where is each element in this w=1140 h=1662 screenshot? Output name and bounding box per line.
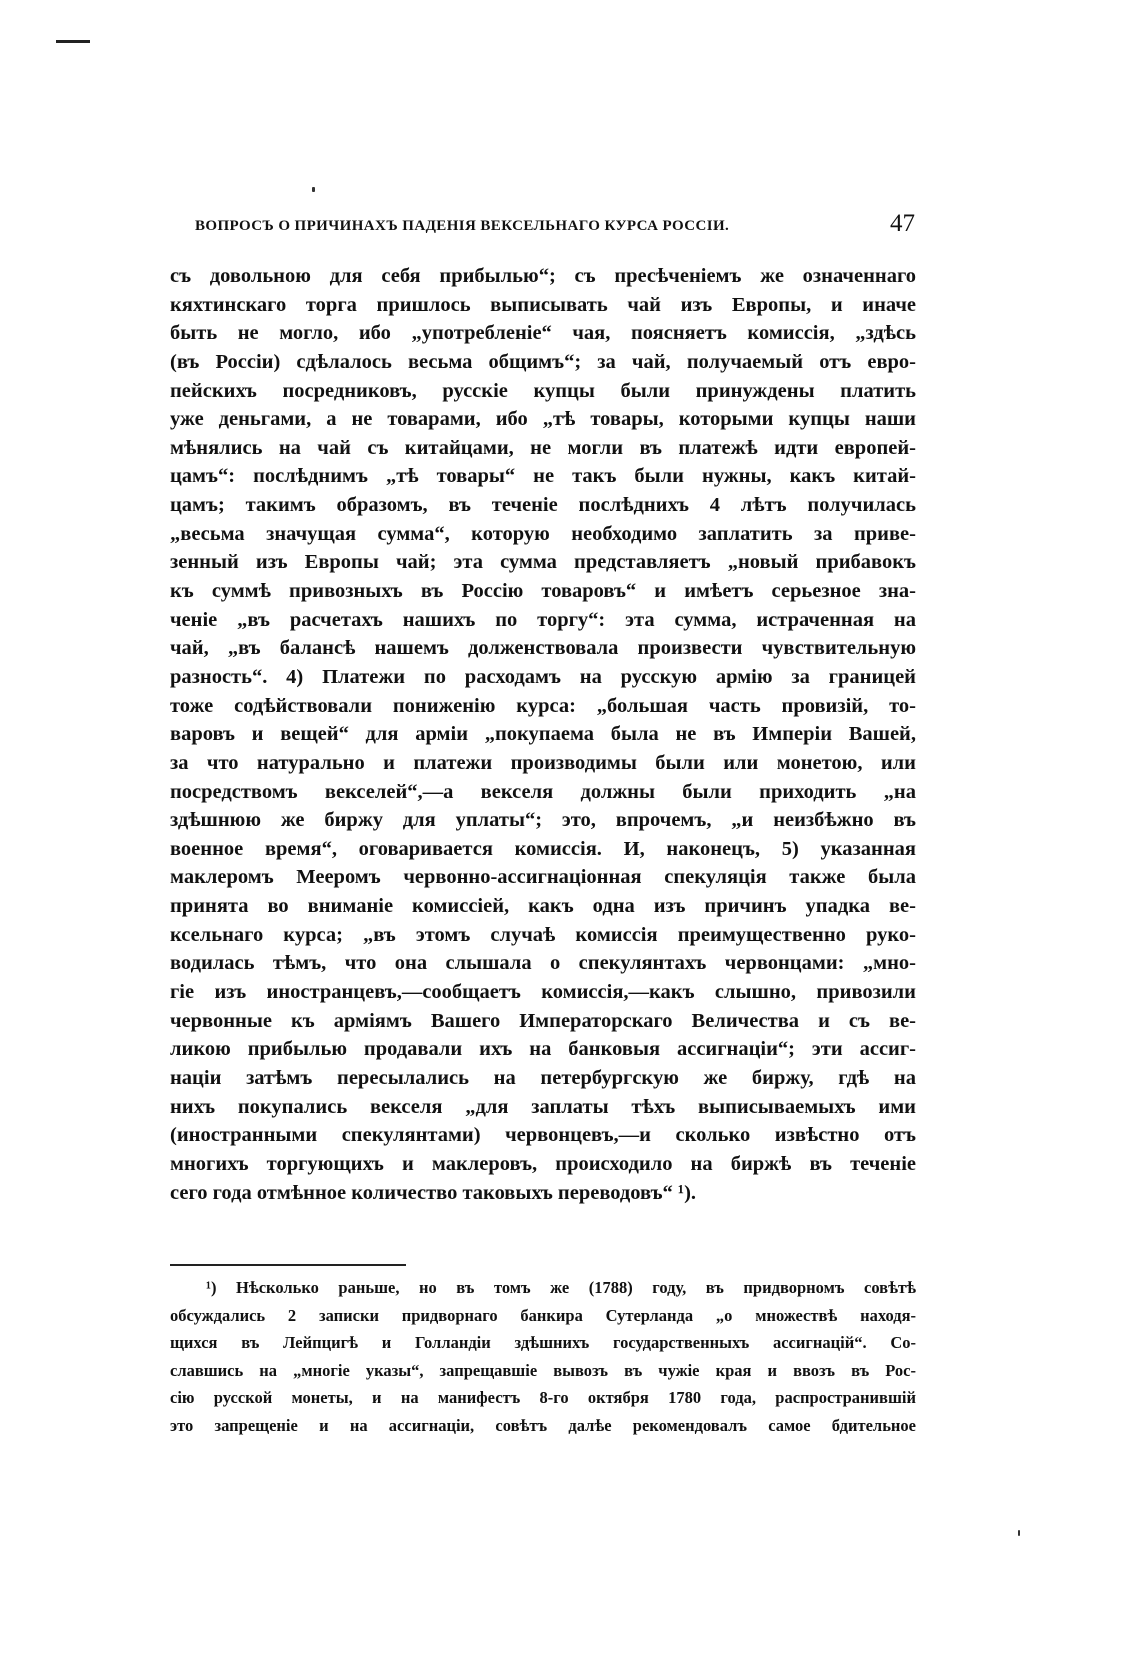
body-line: водилась тѣмъ, что она слышала о спекулянтахъ червонцами: „мно- <box>170 952 916 975</box>
scan-corner-mark <box>56 40 90 43</box>
body-line: (иностранными спекулянтами) червонцевъ,—и сколько извѣстно отъ <box>170 1124 916 1147</box>
body-line: маклеромъ Мееромъ червонно-ассигнаціонная спекуляція также была <box>170 866 916 889</box>
body-line: ксельнаго курса; „въ этомъ случаѣ комиссія преимущественно руко- <box>170 923 916 946</box>
page-number: 47 <box>890 210 915 237</box>
body-line: сего года отмѣнное количество таковыхъ переводовъ“ ¹). <box>170 1181 697 1204</box>
body-line: „весьма значущая сумма“, которую необходимо заплатить за приве- <box>170 522 916 545</box>
body-line: разность“. 4) Платежи по расходамъ на русскую армію за границей <box>170 665 916 688</box>
page-header <box>195 210 915 238</box>
body-line: зенный изъ Европы чай; эта сумма представляетъ „новый прибавокъ <box>170 551 916 574</box>
footnote-line: это запрещеніе и на ассигнаціи, совѣтъ далѣе рекомендовалъ самое бдительное <box>170 1415 916 1435</box>
body-line: кяхтинскаго торга пришлось выписывать чай изъ Европы, и иначе <box>170 293 916 316</box>
body-line: гіе изъ иностранцевъ,—сообщаетъ комиссія,—какъ слышно, привозили <box>170 981 916 1004</box>
body-line: тоже содѣйствовали пониженію курса: „большая часть провизій, то- <box>170 694 916 717</box>
body-line: принята во вниманіе комиссіей, какъ одна изъ причинъ упадка ве- <box>170 895 916 918</box>
footnote-line: щихся въ Лейпцигѣ и Голландіи здѣшнихъ государственныхъ ассигнацій“. Со- <box>170 1333 916 1352</box>
footnote-line: ¹) Нѣсколько раньше, но въ томъ же (1788) году, въ придворномъ совѣтѣ <box>206 1278 916 1297</box>
body-line: уже деньгами, а не товарами, ибо „тѣ товары, которыми купцы наши <box>170 408 916 431</box>
body-line: военное время“, оговаривается комиссія. И, наконецъ, 5) указанная <box>170 837 916 860</box>
body-line: за что натурально и платежи производимы были или монетою, или <box>170 751 916 774</box>
footnote-line: обсуждались 2 записки придворнаго банкира Сутерланда „о множествѣ находя- <box>170 1305 916 1325</box>
body-line: варовъ и вещей“ для арміи „покупаема была не въ Имперіи Вашей, <box>170 723 916 746</box>
body-line: ченіе „въ расчетахъ нашихъ по торгу“: эта сумма, истраченная на <box>170 608 916 631</box>
running-head: ВОПРОСЪ О ПРИЧИНАХЪ ПАДЕНІЯ ВЕКСЕЛЬНАГО КУРСА РОССІИ. <box>195 218 730 234</box>
body-line: здѣшнюю же биржу для уплаты“; это, впрочемъ, „и неизбѣжно въ <box>170 809 916 832</box>
body-line: чай, „въ балансѣ нашемъ долженствовала произвести чувствительную <box>170 637 916 660</box>
body-line: къ суммѣ привозныхъ въ Россію товаровъ“ и имѣетъ серьезное зна- <box>170 580 916 603</box>
scan-speck <box>1018 1530 1020 1536</box>
body-line: посредствомъ векселей“,—а векселя должны были приходить „на <box>170 780 916 803</box>
body-line: пейскихъ посредниковъ, русскіе купцы были принуждены платить <box>170 379 916 402</box>
body-line: съ довольною для себя прибылью“; съ пресѣченіемъ же означеннаго <box>170 265 916 287</box>
footnote-line: славшись на „многіе указы“, запрещавшіе вывозъ въ чужіе края и ввозъ въ Рос- <box>170 1360 916 1380</box>
body-line: цамъ“: послѣднимъ „тѣ товары“ не такъ были нужны, какъ китай- <box>170 465 916 488</box>
body-line: многихъ торгующихъ и маклеровъ, происходило на биржѣ въ теченіе <box>170 1152 916 1175</box>
body-line: (въ Россіи) сдѣлалось весьма общимъ“; за чай, получаемый отъ евро- <box>170 350 916 373</box>
body-line: ликою прибылью продавали ихъ на банковыя ассигнаціи“; эти ассиг- <box>170 1038 916 1061</box>
body-line: нихъ покупались векселя „для заплаты тѣхъ выписываемыхъ ими <box>170 1095 916 1118</box>
body-line: червонные къ арміямъ Вашего Императорскаго Величества и съ ве- <box>170 1009 916 1032</box>
footnote-line: сію русской монеты, и на манифестъ 8-го октября 1780 года, распространившій <box>170 1388 916 1407</box>
footnotes <box>170 1274 916 1439</box>
footnote-divider <box>170 1264 406 1266</box>
body-line: цамъ; такимъ образомъ, въ теченіе послѣднихъ 4 лѣтъ получилась <box>170 494 916 517</box>
body-line: націи затѣмъ пересылались на петербургскую же биржу, гдѣ на <box>170 1066 916 1089</box>
body-line: быть не могло, ибо „употребленіе“ чая, поясняетъ комиссія, „здѣсь <box>170 322 916 345</box>
scan-speck <box>312 187 315 192</box>
body-text <box>170 262 916 1207</box>
body-line: мѣнялись на чай съ китайцами, не могли въ платежѣ идти европей- <box>170 436 916 459</box>
